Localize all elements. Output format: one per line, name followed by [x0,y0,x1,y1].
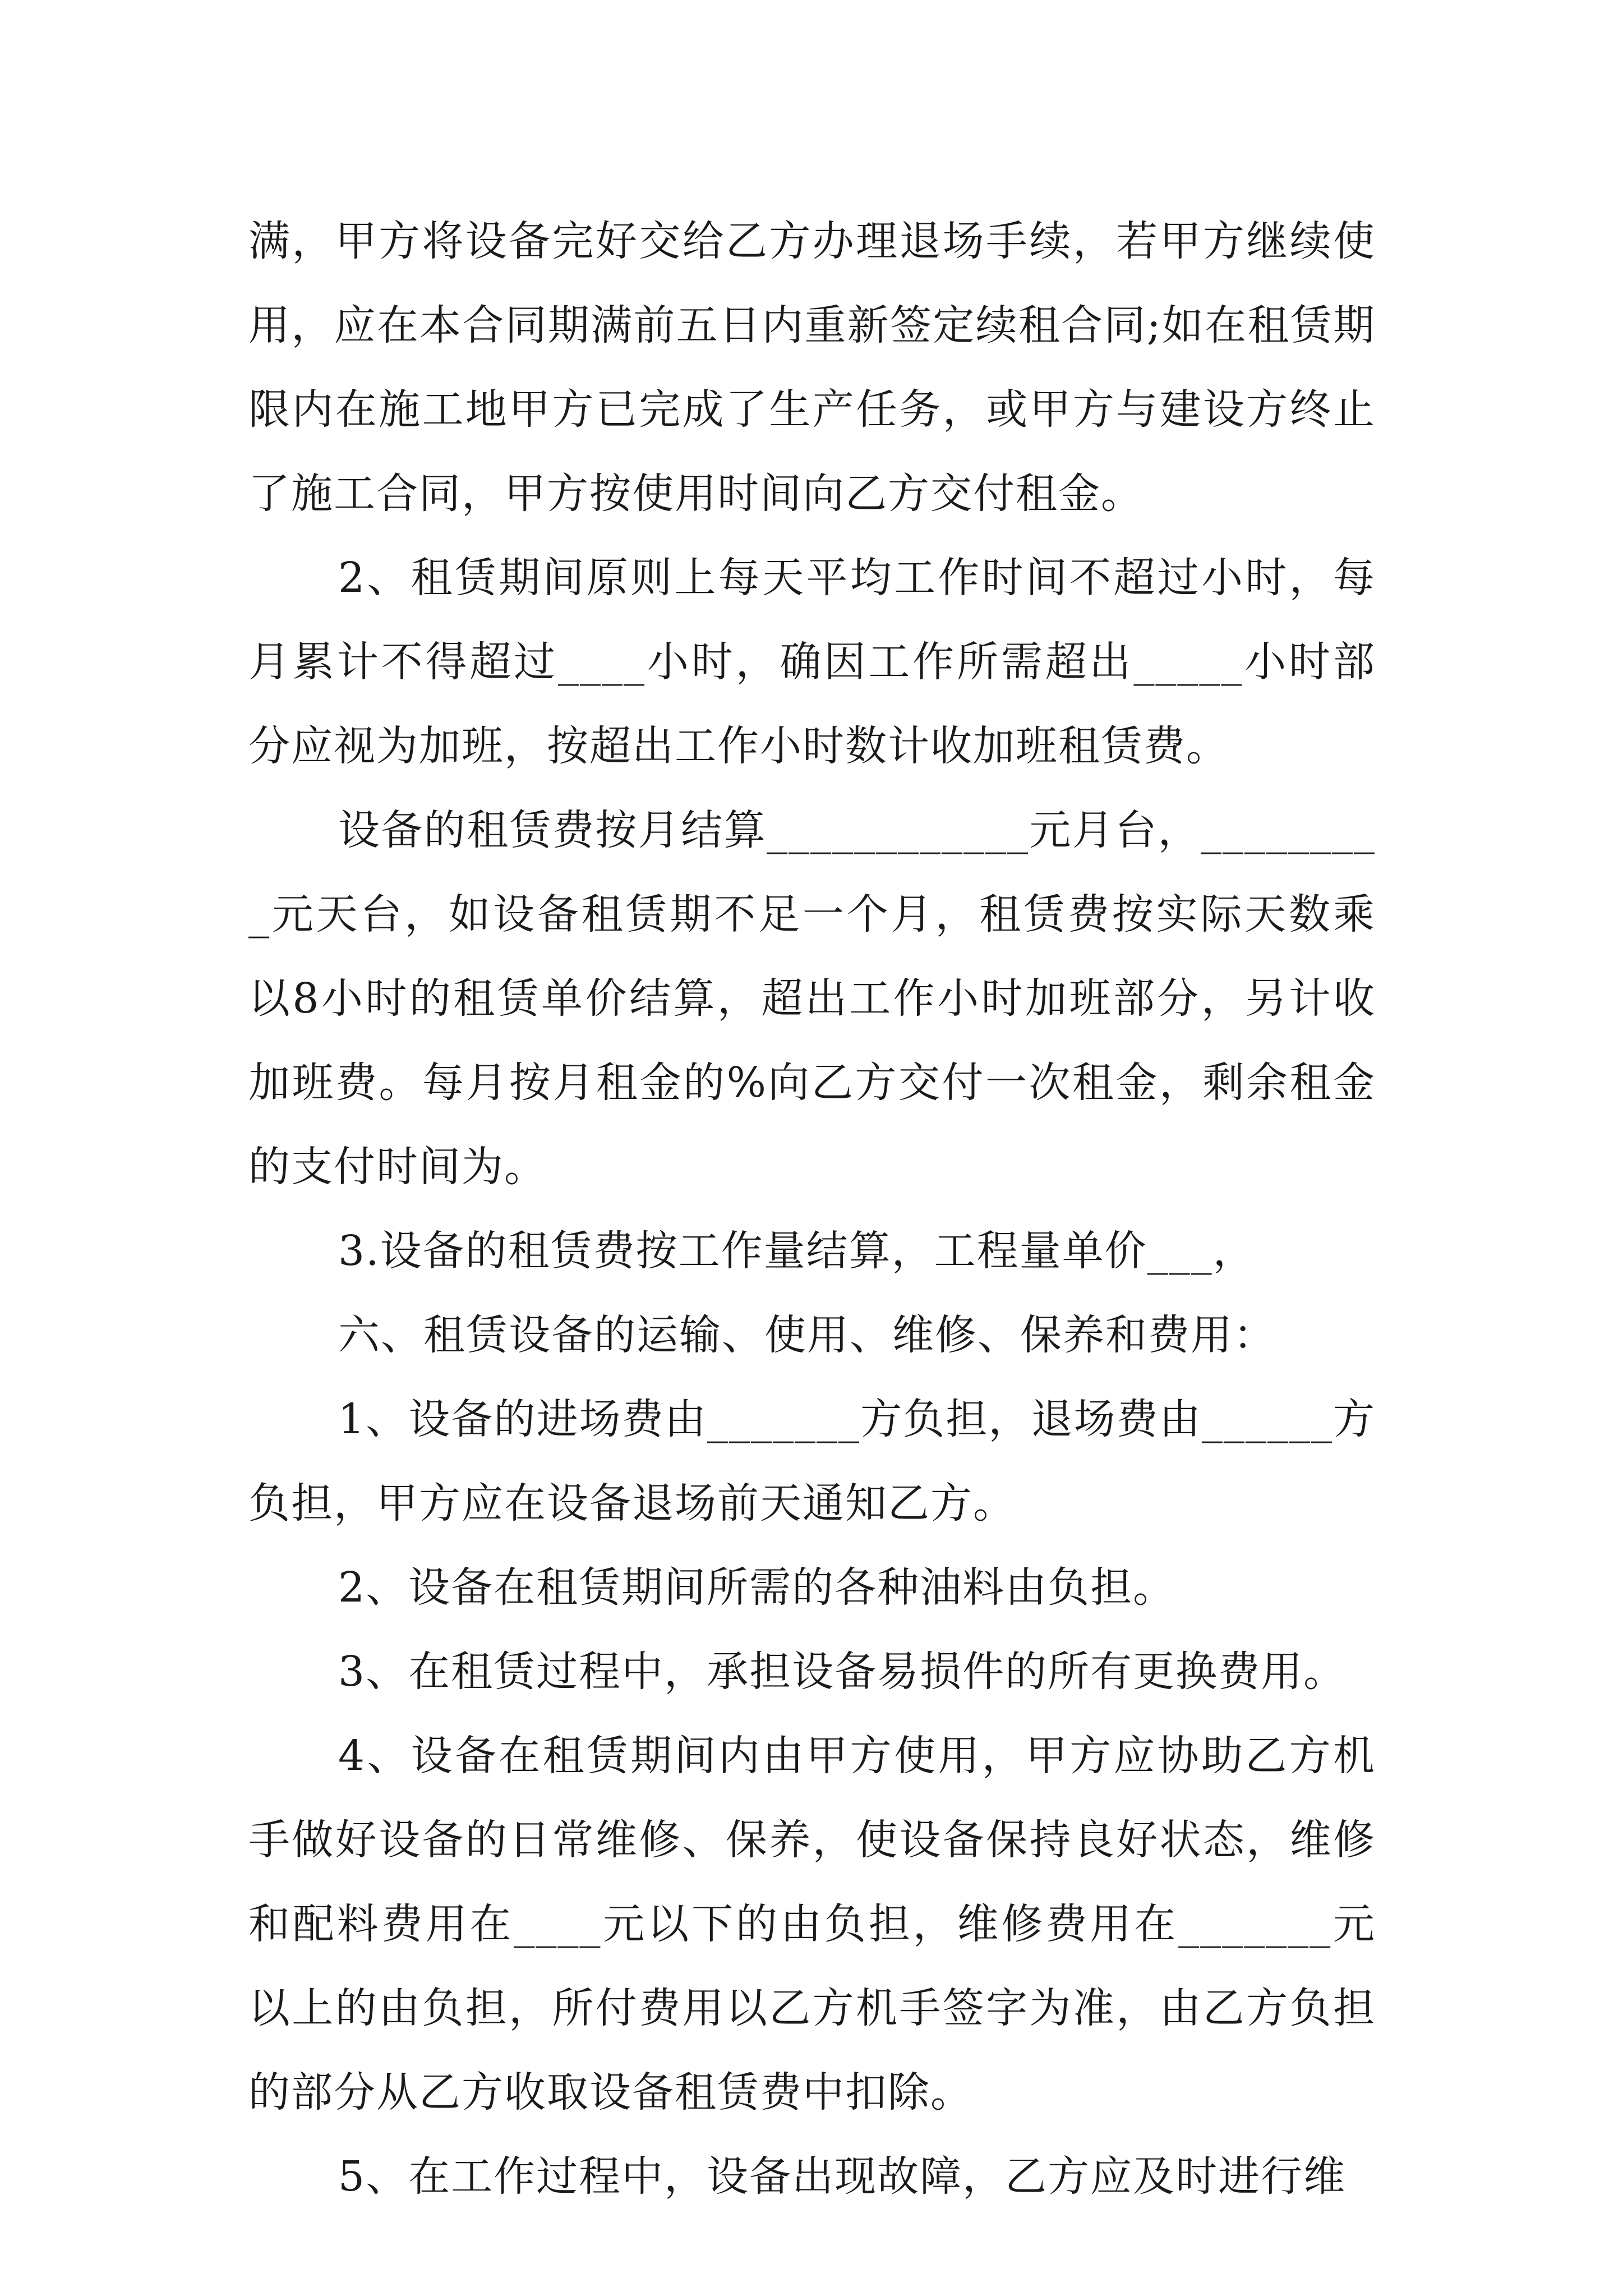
paragraph-wear-parts: 3、在租赁过程中，承担设备易损件的所有更换费用。 [338,1648,1347,1696]
paragraph-continuation: 满，甲方将设备完好交给乙方办理退场手续，若甲方继续使用，应在本合同期满前五日内重新签定续租合同;如在租赁期限内在施工地甲方已完成了生产任务，或甲方与建设方终止了施工合同，甲方按使用时间向乙方交付租金。 [248,217,1376,518]
paragraph-monthly-rent: 设备的租赁费按月结算____________元月台，_________元天台，如设备租赁期不足一个月，租赁费按实际天数乘以8小时的租赁单价结算，超出工作小时加班部分，另计收加班费。每月按月租金的%向乙方交付一次租金，剩余租金的支付时间为。 [248,806,1376,1191]
paragraph-entry-fee: 1、设备的进场费由_______方负担，退场费由______方负担，甲方应在设备退场前天通知乙方。 [248,1395,1376,1527]
paragraph-fuel: 2、设备在租赁期间所需的各种油料由负担。 [338,1563,1176,1612]
paragraph-workload-rent: 3.设备的租赁费按工作量结算，工程量单价___， [338,1227,1256,1275]
section-heading-six: 六、租赁设备的运输、使用、维修、保养和费用： [338,1311,1276,1359]
paragraph-maintenance: 4、设备在租赁期间内由甲方使用，甲方应协助乙方机手做好设备的日常维修、保养，使设备保持良好状态，维修和配料费用在____元以下的由负担，维修费用在_______元以上的由负担，所付费用以乙方机手签字为准，由乙方负担的部分从乙方收取设备租赁费中扣除。 [248,1732,1376,2116]
paragraph-fault: 5、在工作过程中，设备出现故障，乙方应及时进行维 [338,2152,1347,2201]
document-body [248,199,1376,2219]
paragraph-working-hours: 2、租赁期间原则上每天平均工作时间不超过小时，每月累计不得超过____小时，确因工作所需超出_____小时部分应视为加班，按超出工作小时数计收加班租赁费。 [248,554,1376,770]
